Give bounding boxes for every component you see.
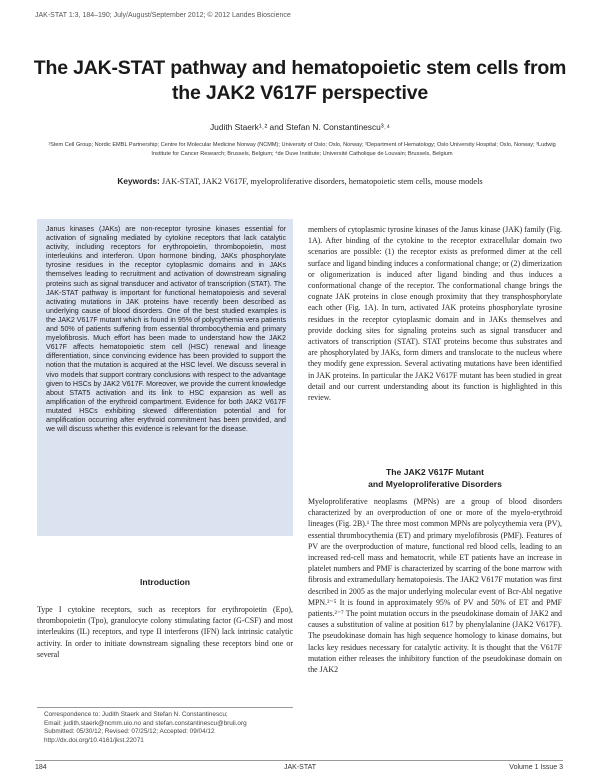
correspondence-doi: http://dx.doi.org/10.4161/jkst.22071 <box>44 736 144 744</box>
correspondence-line: Correspondence to: Judith Staerk and Stefan N. Constantinescu; <box>44 711 228 718</box>
correspondence-dates: Submitted: 05/30/12; Revised: 07/25/12; Accepted: 09/04/12 <box>44 728 215 736</box>
correspondence-email: Email: judith.staerk@ncmm.uio.no and stefan.constantinescu@bruli.org <box>44 719 247 727</box>
section2-heading-line1: The JAK2 V617F Mutant <box>386 467 484 477</box>
running-head: JAK-STAT 1:3, 184–190; July/August/September 2012; © 2012 Landes Bioscience <box>35 12 291 19</box>
footer-divider <box>35 760 563 761</box>
section2-heading <box>308 466 562 490</box>
journal-name: JAK-STAT <box>283 764 317 771</box>
issue-info: Volume 1 Issue 3 <box>509 764 563 771</box>
page-number: 184 <box>35 764 47 771</box>
abstract-text: Janus kinases (JAKs) are non-receptor tyrosine kinases essential for activation of signaling mediated by cytokine receptors that lack catalytic activity, including receptors for erythropoietin, thrombopoietin, most interleukins and interferon. Upon hormone binding, JAKs phosphorylate tyrosine residues in the receptor cytoplasmic domains and in JAKs themselves leading to recruitment and activation of downstream signaling proteins such as signal transducer and activator of transcription (STAT). The JAK-STAT pathway is important for functional hematopoiesis and several activating mutations in JAK proteins have recently been described as underlying cause of blood disorders. One of the best studied examples is the JAK2 V617F mutant which is found in 95% of polycythemia vera patients and 50% of patients suffering from essential thrombocythemia and primary myelofibrosis. Much effort has been made to understand how the JAK2 V617F affects hematopoietic stem cell (HSC) renewal and lineage differentiation, since convincing evidence has been provided to support the notion that the mutation is acquired at the HSC level. We discuss several in vivo models that support contrary conclusions with respect to the advantage given to HSCs by JAK2 V617F. Moreover, we provide the current knowledge about STAT5 activation and its link to HSC expansion as well as amplification of the erythroid compartment. Evidence for both JAK2 V617F mutated HSCs exhibiting skewed differentiation potential and for amplification occurring after erythroid commitment has been provided, and we will discuss whether this evidence is relevant for the disease. <box>46 225 286 434</box>
keywords-label: Keywords: <box>117 176 160 186</box>
section2-text: Myeloproliferative neoplasms (MPNs) are a group of blood disorders characterized by an overproduction of one or more of the myelo-erythroid lineages (Fig. 2B).¹ The three most common MPNs are polycythemia vera (PV), essential thrombocythemia (ET) and primary myelofibrosis (PMF). Features of PV are the overproduction of mature, functional red blood cells, leading to an increased red-cell mass and hematocrit, while ET patients have an increase in platelet numbers and PMF is characterized by scarring of the bone marrow with fibrosis and extramedullary hematopoiesis. The JAK2 V617F mutation was first described in 2005 as the major underlying molecular event of Bcr-Abl negative MPN.²⁻⁵ It is found in approximately 95% of PV and 50% of ET and PMF patients.²⁻⁷ The point mutation occurs in the pseudokinase domain of JAK2 and causes a substitution of valine at position 617 by phenylalanine (JAK2 V617F). The pseudokinase domain has high sequence homology to kinase domains, but lacks key residues necessary for catalytic activity. It is thought that the V617F mutation either releases the inhibitory function of the pseudokinase domain on the JAK2 <box>308 497 562 675</box>
correspondence-divider <box>37 707 293 708</box>
intro-text: Type I cytokine receptors, such as receptors for erythropoietin (Epo), thrombopoietin (Tpo), granulocyte colony stimulating factor (G-CSF) and most interleukins (IL) receptors, and type II interferons (IFN) lack intrinsic catalytic activity. In order to initiate downstream signaling these receptors bind one or several <box>37 605 293 659</box>
affiliations: ¹Stem Cell Group; Nordic EMBL Partnership; Centre for Molecular Medicine Norway (NCMM); University of Oslo; Oslo, Norway; ²Department of Hematology; Oslo University Hospital; Oslo, Norway; ³Ludwig Institute for Cancer Research; Brussels, Belgium; ⁴de Duve Institute; Université Catholique de Louvain; Brussels, Belgium <box>48 142 556 157</box>
intro-heading: Introduction <box>139 577 191 587</box>
keywords-line <box>0 176 600 186</box>
right-column-paragraph-1: members of cytoplasmic tyrosine kinases of the Janus kinase (JAK) family (Fig. 1A). After binding of the cytokine to the receptor extracellular domain two scenarios are possible: (1) the receptor exists as preformed dimer at the cell surface and ligand binding induces a conformational change; or (2) dimerization or oligomerization is induced after ligand binding and thus induces a conformational change of the receptor. The conformational change brings the cognate JAK proteins in close enough proximity that they transphosphorylate each other (Fig. 1A). In turn, activated JAK proteins phosphorylate tyrosine residues in the receptor cytoplasmic domain and in JAKs themselves and provide docking sites for signaling proteins such as signal transducer and activators of transcription (STAT). STAT proteins become thus substrates and are phosphorylated by JAKs, form dimers and translocate to the nucleus where they modify gene expression. Several activating mutations have been identified in JAK proteins. In particular the JAK2 V617F mutant has been studied in great detail and our current understanding about its function is highlighted in this review. <box>308 225 562 403</box>
article-title: The JAK-STAT pathway and hematopoietic stem cells from the JAK2 V617F perspective <box>33 57 567 104</box>
correspondence-block <box>44 711 289 745</box>
keywords-text: JAK-STAT, JAK2 V617F, myeloproliferative disorders, hematopoietic stem cells, mouse models <box>161 177 483 186</box>
author-list: Judith Staerk¹˒² and Stefan N. Constantinescu³˒⁴ <box>209 122 391 132</box>
section2-heading-line2: and Myeloproliferative Disorders <box>368 479 502 489</box>
